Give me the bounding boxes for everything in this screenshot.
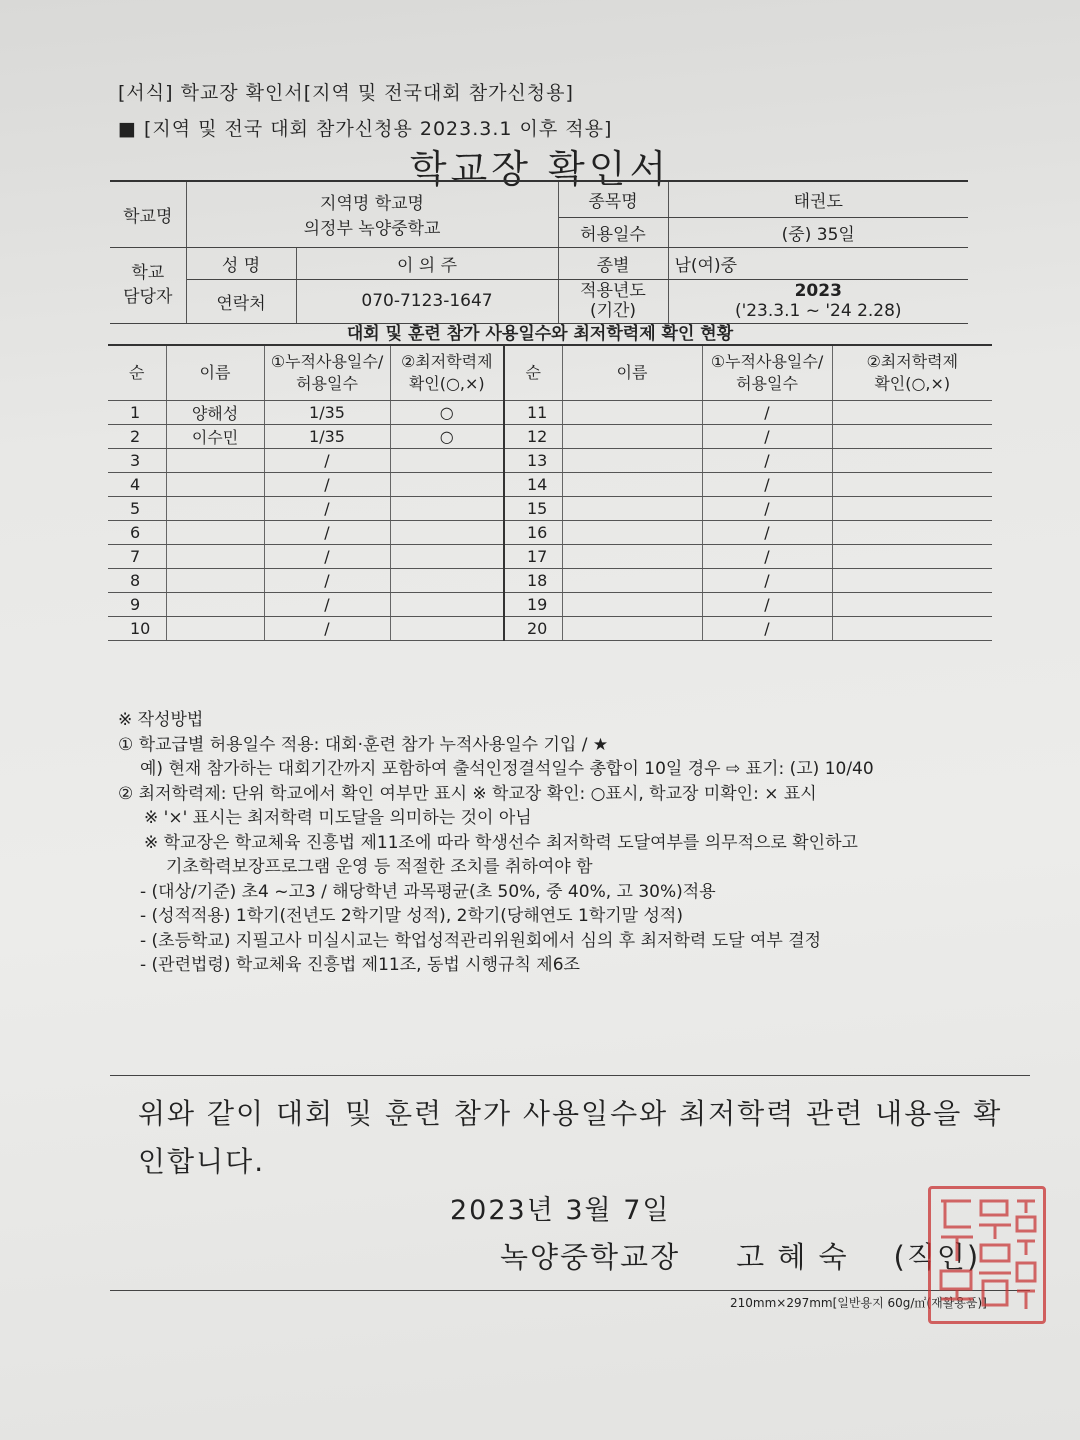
status-subtitle: 대회 및 훈련 참가 사용일수와 최저학력제 확인 현황 — [346, 324, 734, 344]
col-check-left: ②최저학력제 확인(○,×) — [390, 345, 504, 401]
instruction-line: ① 학교급별 허용일수 적용: 대회·훈련 참가 누적사용일수 기입 / ★ — [118, 734, 609, 755]
table-row — [108, 593, 992, 617]
table-row — [108, 473, 992, 497]
academic-check — [832, 401, 992, 425]
table-row — [108, 521, 992, 545]
row-number: 4 — [108, 473, 166, 497]
student-name: 양해성 — [166, 401, 264, 425]
declaration-date: 2023년 3월 7일 — [450, 1195, 671, 1226]
contact-label: 연락처 — [186, 279, 296, 323]
used-days: / — [264, 593, 390, 617]
instruction-line: ② 최저학력제: 단위 학교에서 확인 여부만 표시 ※ 학교장 확인: ○표시, 학교장 미확인: × 표시 — [118, 783, 817, 804]
academic-check — [390, 545, 504, 569]
row-number: 7 — [108, 545, 166, 569]
academic-check — [832, 425, 992, 449]
used-days: / — [264, 497, 390, 521]
academic-check — [832, 569, 992, 593]
row-number: 15 — [504, 497, 562, 521]
table-row — [108, 569, 992, 593]
row-number: 6 — [108, 521, 166, 545]
academic-check — [390, 569, 504, 593]
divider — [110, 1075, 1030, 1076]
table-row — [108, 497, 992, 521]
row-number: 2 — [108, 425, 166, 449]
academic-check — [390, 521, 504, 545]
student-name — [562, 569, 702, 593]
student-name — [166, 521, 264, 545]
student-name — [166, 497, 264, 521]
table-row — [108, 401, 992, 425]
student-name — [562, 617, 702, 641]
row-number: 20 — [504, 617, 562, 641]
table-row — [108, 449, 992, 473]
instruction-line: - (초등학교) 지필고사 미실시교는 학업성적관리위원회에서 심의 후 최저학력 도달 여부 결정 — [140, 930, 822, 951]
official-seal — [928, 1186, 1046, 1324]
year-label: 적용년도 (기간) — [558, 279, 668, 323]
used-days: / — [702, 593, 832, 617]
manager-label: 학교 담당자 — [110, 247, 186, 323]
school-info-table — [110, 180, 968, 324]
col-check-right: ②최저학력제 확인(○,×) — [832, 345, 992, 401]
row-number: 14 — [504, 473, 562, 497]
used-days: / — [264, 473, 390, 497]
academic-check — [832, 521, 992, 545]
col-days-right: ①누적사용일수/ 허용일수 — [702, 345, 832, 401]
used-days: / — [702, 545, 832, 569]
table-row — [108, 545, 992, 569]
instruction-line: - (대상/기준) 초4 ~고3 / 해당학년 과목평균(초 50%, 중 40%, 고 30%)적용 — [140, 881, 716, 902]
used-days: 1/35 — [264, 425, 390, 449]
row-number: 5 — [108, 497, 166, 521]
student-name — [166, 473, 264, 497]
used-days: / — [264, 569, 390, 593]
row-number: 18 — [504, 569, 562, 593]
gender-label: 종별 — [558, 247, 668, 279]
student-name — [166, 569, 264, 593]
academic-check — [832, 449, 992, 473]
student-name — [166, 449, 264, 473]
table-row — [108, 617, 992, 641]
student-name — [562, 521, 702, 545]
academic-check: ○ — [390, 425, 504, 449]
allowed-days-value: (중) 35일 — [668, 217, 968, 247]
sport-value: 태권도 — [668, 181, 968, 217]
row-number: 10 — [108, 617, 166, 641]
col-name-right: 이름 — [562, 345, 702, 401]
instruction-line: - (관련법령) 학교체육 진흥법 제11조, 동법 시행규칙 제6조 — [140, 955, 580, 975]
used-days: / — [702, 617, 832, 641]
row-number: 16 — [504, 521, 562, 545]
academic-check — [832, 497, 992, 521]
school-name-cell — [186, 181, 558, 247]
col-name-left: 이름 — [166, 345, 264, 401]
row-number: 9 — [108, 593, 166, 617]
declaration-text: 위와 같이 대회 및 훈련 참가 사용일수와 최저학력 관련 내용을 확인합니다. — [138, 1097, 1003, 1178]
name-label: 성 명 — [186, 247, 296, 279]
instruction-line: - (성적적용) 1학기(전년도 2학기말 성적), 2학기(당해연도 1학기말 성적) — [140, 906, 683, 926]
region-school-header: 지역명 학교명 — [320, 194, 424, 215]
student-name — [562, 401, 702, 425]
used-days: / — [702, 569, 832, 593]
document-title: 학교장 확인서 — [409, 147, 671, 191]
used-days: / — [702, 425, 832, 449]
student-name — [562, 545, 702, 569]
used-days: / — [264, 449, 390, 473]
row-number: 8 — [108, 569, 166, 593]
row-number: 12 — [504, 425, 562, 449]
academic-check — [390, 617, 504, 641]
col-days-left: ①누적사용일수/ 허용일수 — [264, 345, 390, 401]
academic-check — [832, 473, 992, 497]
instruction-line: 기초학력보장프로그램 운영 등 적절한 조치를 취하여야 함 — [166, 857, 593, 877]
row-number: 19 — [504, 593, 562, 617]
used-days: / — [702, 497, 832, 521]
student-name — [562, 593, 702, 617]
academic-check — [390, 449, 504, 473]
student-name: 이수민 — [166, 425, 264, 449]
student-name — [562, 425, 702, 449]
used-days: / — [264, 521, 390, 545]
row-number: 3 — [108, 449, 166, 473]
contact-value: 070-7123-1647 — [296, 279, 558, 323]
allowed-days-label: 허용일수 — [558, 217, 668, 247]
student-name — [562, 449, 702, 473]
academic-check — [390, 593, 504, 617]
academic-check: ○ — [390, 401, 504, 425]
school-label: 학교명 — [110, 181, 186, 247]
instructions — [118, 708, 874, 978]
signer: 녹양중학교장 고 혜 숙 (직인) — [500, 1240, 981, 1274]
student-name — [562, 497, 702, 521]
academic-check — [390, 497, 504, 521]
used-days: / — [702, 521, 832, 545]
student-name — [166, 617, 264, 641]
participation-table — [108, 344, 992, 641]
student-name — [166, 593, 264, 617]
col-no-right: 순 — [504, 345, 562, 401]
row-number: 13 — [504, 449, 562, 473]
paper-spec-footer: 210mm×297mm[일반용지 60g/㎡(재활용품)] — [730, 1296, 987, 1310]
table-row — [108, 425, 992, 449]
year-value: 2023 — [794, 281, 842, 301]
instruction-line: ※ 학교장은 학교체육 진흥법 제11조에 따라 학생선수 최저학력 도달여부를 의무적으로 확인하고 — [144, 832, 858, 853]
school-name-value: 의정부 녹양중학교 — [303, 219, 441, 240]
student-name — [562, 473, 702, 497]
col-no-left: 순 — [108, 345, 166, 401]
scope-label: ■ [지역 및 전국 대회 참가신청용 2023.3.1 이후 적용] — [118, 118, 613, 140]
academic-check — [390, 473, 504, 497]
used-days: / — [702, 449, 832, 473]
gender-value: 남(여)중 — [668, 247, 968, 279]
instructions-heading: ※ 작성방법 — [118, 710, 204, 730]
seal-graphic — [931, 1189, 1043, 1321]
academic-check — [832, 593, 992, 617]
academic-check — [832, 617, 992, 641]
period-value: ('23.3.1 ~ '24 2.28) — [734, 301, 902, 321]
divider — [110, 1290, 1030, 1291]
used-days: 1/35 — [264, 401, 390, 425]
instruction-line: ※ '×' 표시는 최저학력 미도달을 의미하는 것이 아님 — [144, 808, 532, 828]
form-label: [서식] 학교장 확인서[지역 및 전국대회 참가신청용] — [118, 82, 574, 104]
used-days: / — [264, 545, 390, 569]
student-name — [166, 545, 264, 569]
row-number: 17 — [504, 545, 562, 569]
used-days: / — [702, 401, 832, 425]
row-number: 1 — [108, 401, 166, 425]
row-number: 11 — [504, 401, 562, 425]
name-value: 이 의 주 — [296, 247, 558, 279]
used-days: / — [702, 473, 832, 497]
sport-label: 종목명 — [558, 181, 668, 217]
used-days: / — [264, 617, 390, 641]
year-cell — [668, 279, 968, 323]
academic-check — [832, 545, 992, 569]
instruction-line: 예) 현재 참가하는 대회기간까지 포함하여 출석인정결석일수 총합이 10일 경우 ⇨ 표기: (고) 10/40 — [140, 759, 874, 779]
